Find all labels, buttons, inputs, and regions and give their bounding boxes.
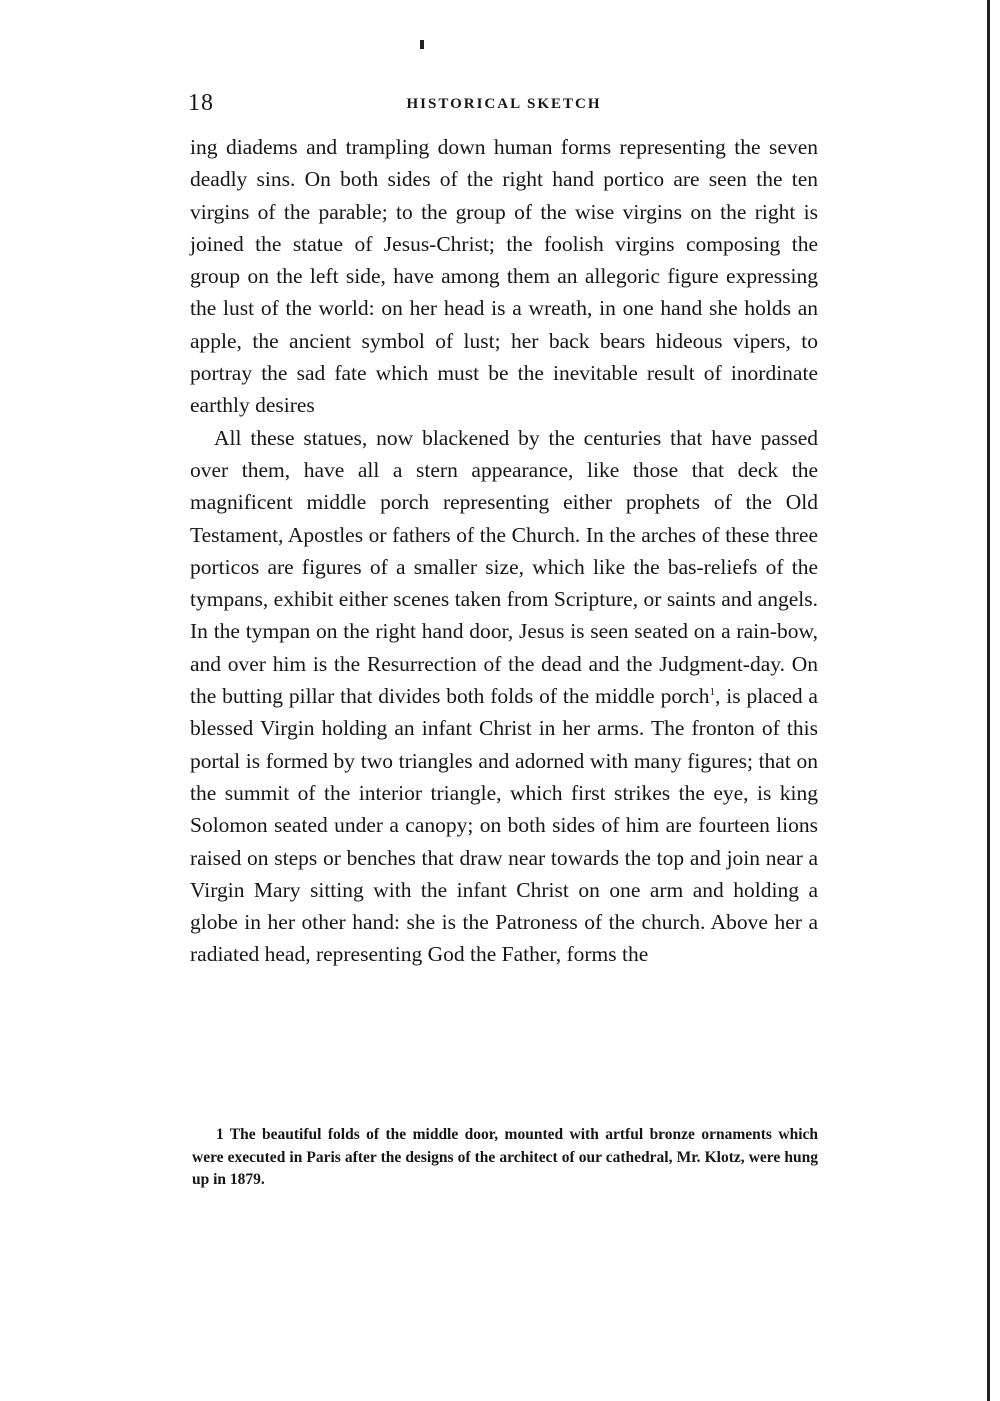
page-header [188, 90, 820, 122]
body-text [190, 131, 818, 971]
paragraph [190, 422, 818, 971]
footnote-text: The beautiful folds of the middle door, mounted with artful bronze ornaments which were executed in Paris after the designs of the architect of our cathedral, Mr. Klotz, were hung up in 1879. [192, 1126, 818, 1188]
paragraph-text: , is placed a blessed Virgin holding an infant Christ in her arms. The fronton of this portal is formed by two triangles and adorned with many figures; that on the summit of the interior triangle, which first strikes the eye, is king Solomon seated under a canopy; on both sides of him are fourteen lions raised on steps or benches that draw near towards the top and join near a Virgin Mary sitting with the infant Christ on one arm and holding a globe in her other hand: she is the Patroness of the church. Above her a radiated head, representing God the Father, forms the [190, 684, 818, 967]
footnote-reference[interactable]: 1 [709, 685, 716, 698]
footnote-mark: 1 [216, 1126, 224, 1143]
scan-artifact [420, 40, 424, 49]
page-number: 18 [188, 90, 214, 116]
running-head: HISTORICAL SKETCH [406, 96, 602, 112]
footnote [192, 1124, 818, 1192]
paragraph-text: All these statues, now blackened by the centuries that have passed over them, have all a stern appearance, like those that deck the magnificent middle porch representing either prophets of the Old Testament, Apostles or fathers of the Church. In the arches of these three porticos are figures of a smaller size, which like the bas-reliefs of the tympans, exhibit either scenes taken from Scripture, or saints and angels. In the tympan on the right hand door, Jesus is seen seated on a rain-bow, and over him is the Resurrection of the dead and the Judgment-day. On the butting pillar that divides both folds of the middle porch [190, 425, 818, 709]
page-edge-shadow [987, 0, 990, 1401]
paragraph: ing diadems and trampling down human forms representing the seven deadly sins. On both sides of the right hand portico are seen the ten virgins of the parable; to the group of the wise virgins on the right is joined the statue of Jesus-Christ; the foolish virgins composing the group on the left side, have among them an allegoric figure expressing the lust of the world: on her head is a wreath, in one hand she holds an apple, the ancient symbol of lust; her back bears hideous vipers, to portray the sad fate which must be the inevitable result of inordinate earthly desires [190, 135, 818, 418]
